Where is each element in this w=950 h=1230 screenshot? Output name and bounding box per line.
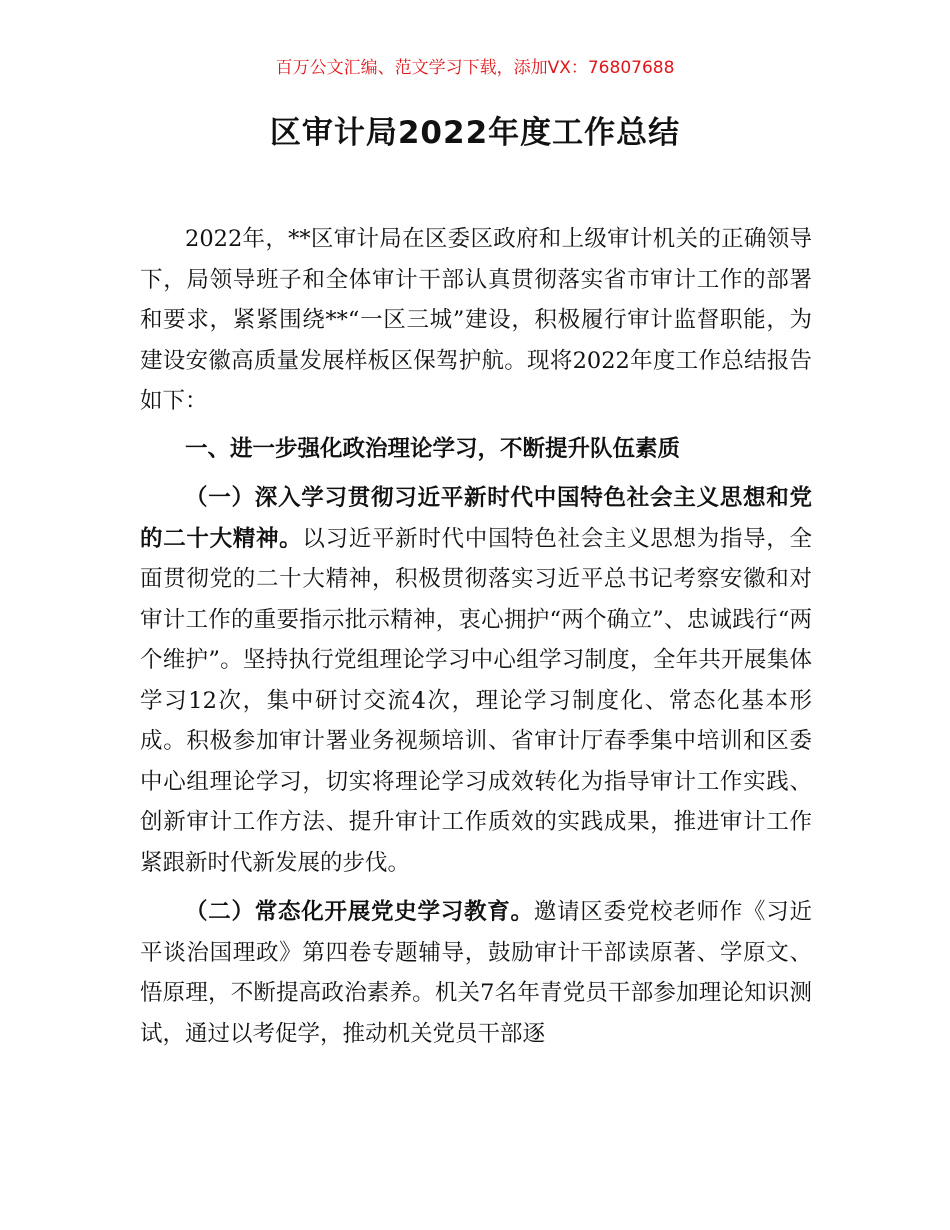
- subsection-lead-2: （二）常态化开展党史学习教育。: [185, 899, 534, 925]
- subsection-paragraph-1: [140, 478, 812, 883]
- subsection-paragraph-2: [140, 892, 812, 1054]
- header-banner: 百万公文汇编、范文学习下载，添加VX：76807688: [275, 58, 675, 78]
- document-title: 区审计局2022年度工作总结: [269, 115, 681, 151]
- subsection-text-2: 邀请区委党校老师作《习近平谈治国理政》第四卷专题辅导，鼓励审计干部读原著、学原文、悟原理，不断提高政治素养。机关7名年青党员干部参加理论知识测试，通过以考促学，推动机关党员干部逐: [140, 899, 812, 1047]
- subsection-text-1: 以习近平新时代中国特色社会主义思想为指导，全面贯彻党的二十大精神，积极贯彻落实习近平总书记考察安徽和对审计工作的重要指示批示精神，衷心拥护“两个确立”、忠诚践行“两个维护”。坚持执行党组理论学习中心组学习制度，全年共开展集体学习12次，集中研讨交流4次，理论学习制度化、常态化基本形成。积极参加审计署业务视频培训、省审计厅春季集中培训和区委中心组理论学习，切实将理论学习成效转化为指导审计工作实践、创新审计工作方法、提升审计工作质效的实践成果，推进审计工作紧跟新时代新发展的步伐。: [140, 525, 812, 876]
- intro-paragraph: 2022年，**区审计局在区委区政府和上级审计机关的正确领导下，局领导班子和全体审计干部认真贯彻落实省市审计工作的部署和要求，紧紧围绕**“一区三城”建设，积极履行审计监督职能，为建设安徽高质量发展样板区保驾护航。现将2022年度工作总结报告如下：: [140, 226, 812, 414]
- subsection-lead-1: （一）深入学习贯彻习近平新时代中国特色社会主义思想和党的二十大精神。: [140, 485, 812, 552]
- section-heading: 一、进一步强化政治理论学习，不断提升队伍素质: [185, 435, 681, 462]
- document-body: [140, 219, 812, 1054]
